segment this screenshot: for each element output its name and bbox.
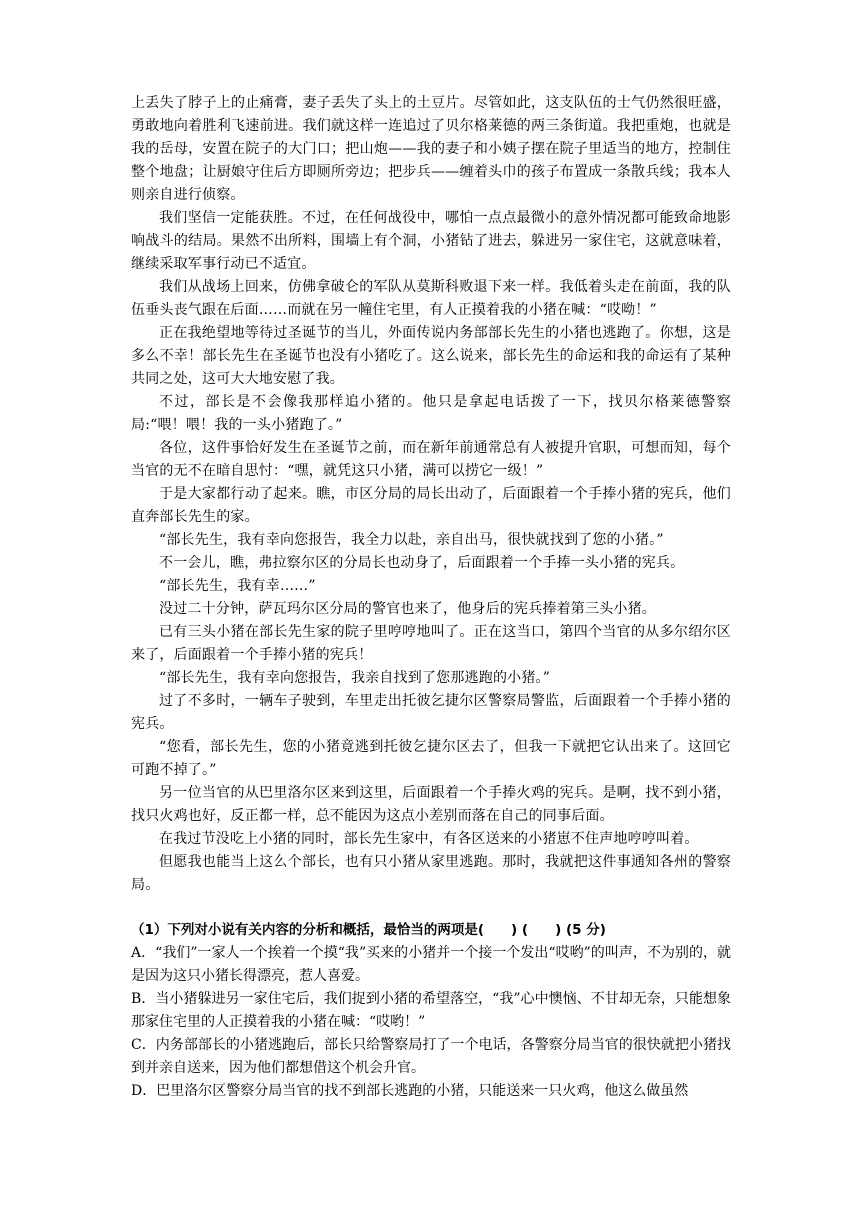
- story-paragraph-9: 不一会儿，瞧，弗拉察尔区的分局长也动身了，后面跟着一个手捧一头小猪的宪兵。: [159, 555, 685, 571]
- story-paragraph-10: “部长先生，我有幸……”: [159, 578, 316, 594]
- option-b: B．当小猪躲进另一家住宅后，我们捉到小猪的希望落空，“我”心中懊恼、不甘却无奈，只能想象那家住宅里的人正摸着我的小猪在喊：“哎哟！”: [131, 991, 731, 1030]
- story-paragraph-5: 不过，部长是不会像我那样追小猪的。他只是拿起电话拨了一下，找贝尔格莱德警察局:“喂！喂！我的一头小猪跑了。”: [131, 394, 731, 433]
- story-paragraph-11: 没过二十分钟，萨瓦玛尔区分局的警官也来了，他身后的宪兵捧着第三头小猪。: [159, 601, 656, 617]
- story-body: [131, 92, 731, 897]
- story-paragraph-6: 各位，这件事恰好发生在圣诞节之前，而在新年前通常总有人被提升官职，可想而知，每个当官的无不在暗自思忖：“嘿，就凭这只小猪，满可以捞它一级！”: [131, 440, 731, 479]
- story-paragraph-14: 过了不多时，一辆车子驶到，车里走出托彼乞捷尔区警察局警监，后面跟着一个手捧小猪的宪兵。: [131, 693, 731, 732]
- story-paragraph-3: 我们从战场上回来，仿佛拿破仑的军队从莫斯科败退下来一样。我低着头走在前面，我的队伍垂头丧气跟在后面……而就在另一幢住宅里，有人正摸着我的小猪在喊：“哎呦！”: [131, 279, 731, 318]
- story-paragraph-12: 已有三头小猪在部长先生家的院子里哼哼地叫了。正在这当口，第四个当官的从多尔绍尔区来了，后面跟着一个手捧小猪的宪兵！: [131, 624, 731, 663]
- story-paragraph-17: 在我过节没吃上小猪的同时，部长先生家中，有各区送来的小猪崽不住声地哼哼叫着。: [159, 831, 699, 847]
- question-block: [131, 919, 731, 1103]
- story-paragraph-13: “部长先生，我有幸向您报告，我亲自找到了您那逃跑的小猪。”: [159, 670, 551, 686]
- question-title: （1）下列对小说有关内容的分析和概括，最恰当的两项是( ) ( ) (5 分): [131, 922, 606, 938]
- option-a: A．“我们”一家人一个挨着一个摸“我”买来的小猪并一个接一个发出“哎哟”的叫声，不为别的，就是因为这只小猪长得漂亮，惹人喜爱。: [131, 945, 731, 984]
- story-paragraph-2: 我们坚信一定能获胜。不过，在任何战役中，哪怕一点点最微小的意外情况都可能致命地影响战斗的结局。果然不出所料，围墙上有个洞，小猪钻了进去，躲进另一家住宅，这就意味着，继续采取军事行动已不适宜。: [131, 210, 731, 272]
- story-paragraph-8: “部长先生，我有幸向您报告，我全力以赴，亲自出马，很快就找到了您的小猪。”: [159, 532, 664, 548]
- document-page: [131, 92, 731, 1103]
- option-c: C．内务部部长的小猪逃跑后，部长只给警察局打了一个电话，各警察分局当官的很快就把小猪找到并亲自送来，因为他们都想借这个机会升官。: [131, 1037, 731, 1076]
- story-paragraph-1: 上丢失了脖子上的止痛膏，妻子丢失了头上的土豆片。尽管如此，这支队伍的士气仍然很旺盛，勇敢地向着胜利飞速前进。我们就这样一连追过了贝尔格莱德的两三条街道。我把重炮，也就是我的岳母，安置在院子的大门口；把山炮——我的妻子和小姨子摆在院子里适当的地方，控制住整个地盘；让厨娘守住后方即厕所旁边；把步兵——缠着头巾的孩子布置成一条散兵线；我本人则亲自进行侦察。: [131, 95, 731, 203]
- story-paragraph-15: “您看，部长先生，您的小猪竟逃到托彼乞捷尔区去了，但我一下就把它认出来了。这回它可跑不掉了。”: [131, 739, 731, 778]
- option-d: D．巴里洛尔区警察分局当官的找不到部长逃跑的小猪，只能送来一只火鸡，他这么做虽然: [131, 1083, 689, 1099]
- story-paragraph-7: 于是大家都行动了起来。瞧，市区分局的局长出动了，后面跟着一个手捧小猪的宪兵，他们直奔部长先生的家。: [131, 486, 731, 525]
- story-paragraph-4: 正在我绝望地等待过圣诞节的当儿，外面传说内务部部长先生的小猪也逃跑了。你想，这是多么不幸！部长先生在圣诞节也没有小猪吃了。这么说来，部长先生的命运和我的命运有了某种共同之处，这可大大地安慰了我。: [131, 325, 731, 387]
- story-paragraph-18: 但愿我也能当上这么个部长，也有只小猪从家里逃跑。那时，我就把这件事通知各州的警察局。: [131, 854, 731, 893]
- story-paragraph-16: 另一位当官的从巴里洛尔区来到这里，后面跟着一个手捧火鸡的宪兵。是啊，找不到小猪，找只火鸡也好，反正都一样，总不能因为这点小差别而落在自己的同事后面。: [131, 785, 731, 824]
